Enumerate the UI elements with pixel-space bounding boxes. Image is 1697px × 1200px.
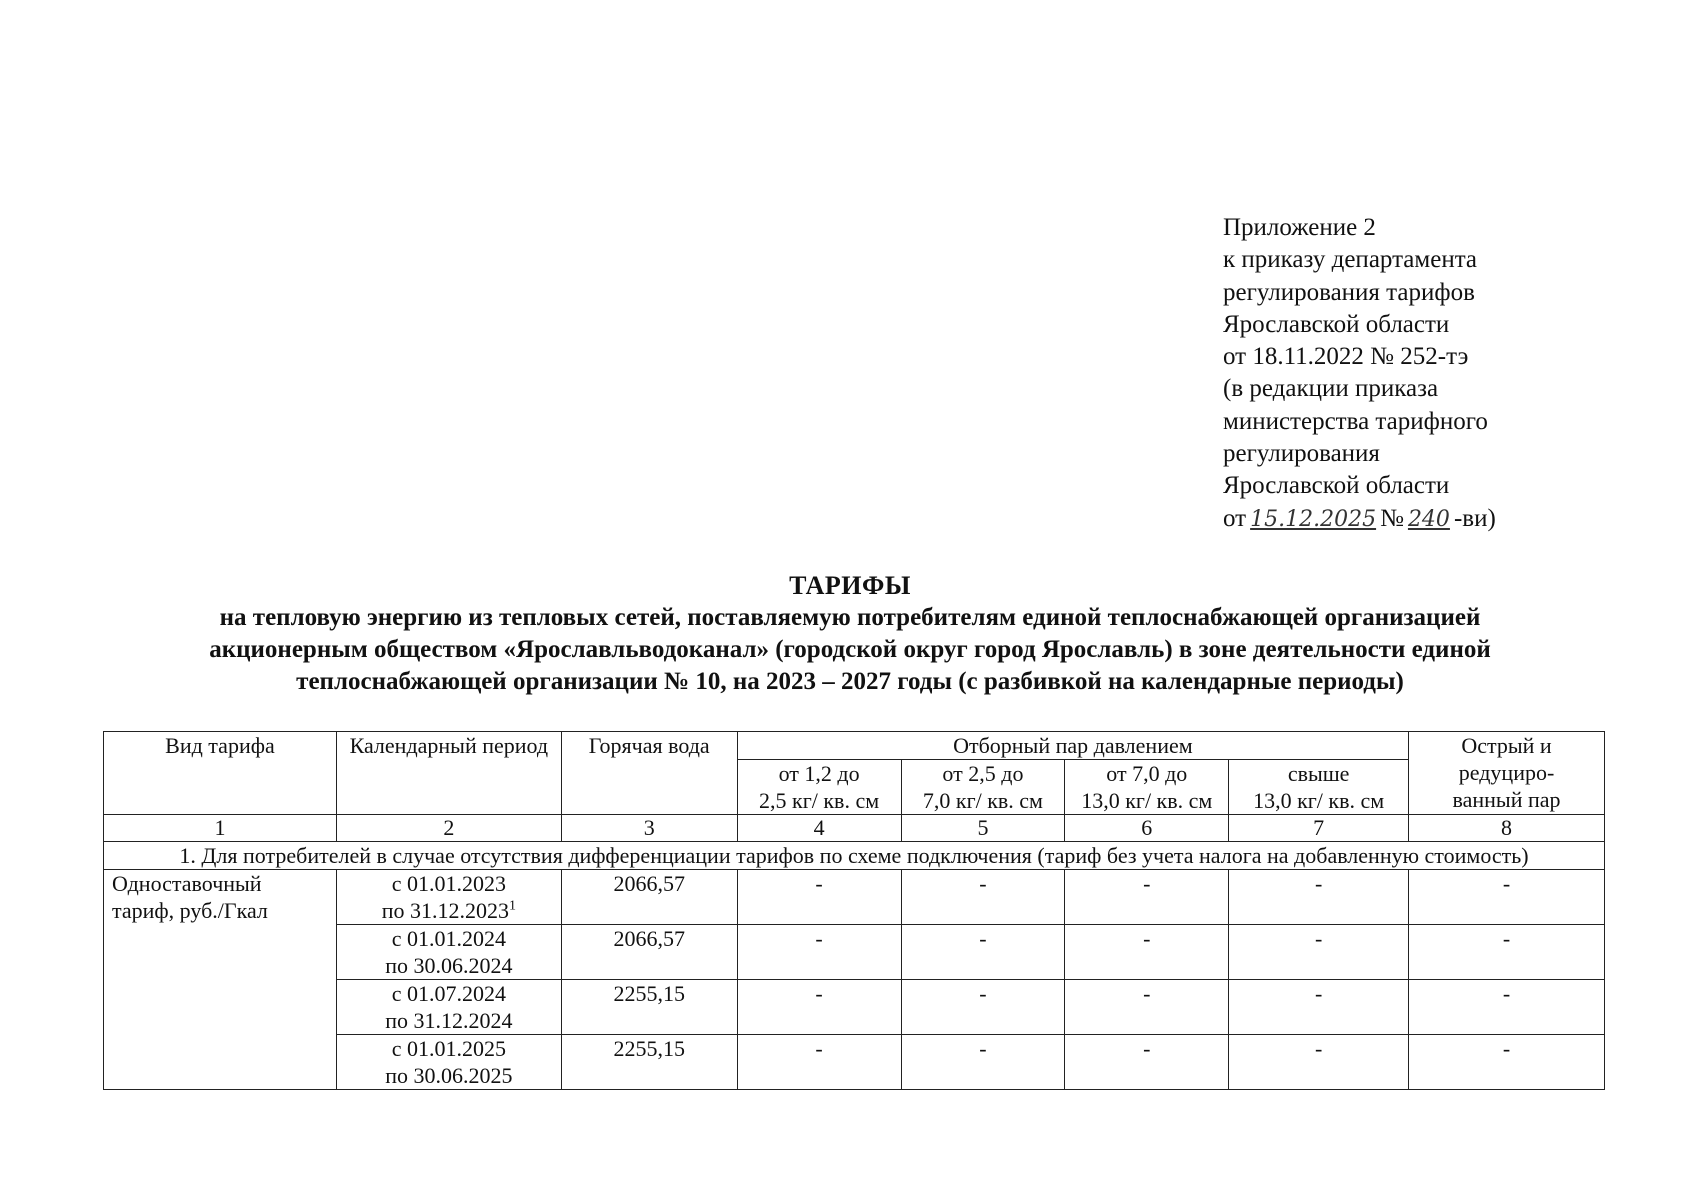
header-sharp-steam: Острый и редуциро- ванный пар bbox=[1409, 732, 1605, 815]
value-cell: - bbox=[1065, 870, 1229, 925]
appendix-amendment-line bbox=[1223, 503, 1496, 536]
header-pressure-1: от 1,2 до 2,5 кг/ кв. см bbox=[737, 760, 901, 815]
period-cell: с 01.01.2024 по 30.06.2024 bbox=[336, 925, 561, 980]
header-row bbox=[104, 732, 1605, 760]
period-cell: с 01.01.2025 по 30.06.2025 bbox=[336, 1035, 561, 1090]
value-cell: - bbox=[1409, 925, 1605, 980]
value-cell: - bbox=[1409, 1035, 1605, 1090]
col-number: 3 bbox=[561, 815, 737, 842]
value-cell: - bbox=[1229, 1035, 1409, 1090]
value-cell: - bbox=[901, 980, 1065, 1035]
col-number: 6 bbox=[1065, 815, 1229, 842]
header-pressure-4: свыше 13,0 кг/ кв. см bbox=[1229, 760, 1409, 815]
value-cell: - bbox=[1409, 980, 1605, 1035]
header-selected-steam: Отборный пар давлением bbox=[737, 732, 1408, 760]
value-cell: - bbox=[1229, 980, 1409, 1035]
value-cell: - bbox=[1229, 925, 1409, 980]
title-line: акционерным обществом «Ярославльводоканал» (городской округ город Ярославль) в зоне деятельности единой bbox=[209, 636, 1491, 663]
col-number: 4 bbox=[737, 815, 901, 842]
value-cell: - bbox=[901, 1035, 1065, 1090]
handwritten-date: 15.12.2025 bbox=[1250, 506, 1377, 532]
value-cell: - bbox=[1229, 870, 1409, 925]
col-number: 8 bbox=[1409, 815, 1605, 842]
column-number-row bbox=[104, 815, 1605, 842]
value-cell: - bbox=[737, 925, 901, 980]
header-pressure-3: от 7,0 до 13,0 кг/ кв. см bbox=[1065, 760, 1229, 815]
section-row bbox=[104, 842, 1605, 870]
hot-water-cell: 2066,57 bbox=[561, 870, 737, 925]
col-number: 2 bbox=[336, 815, 561, 842]
amendment-suffix: -ви) bbox=[1453, 504, 1496, 532]
appendix-line: (в редакции приказа bbox=[1223, 375, 1439, 403]
tariff-name-cell: Одноставочный тариф, руб./Гкал bbox=[104, 870, 337, 1090]
value-cell: - bbox=[737, 980, 901, 1035]
appendix-line: от 18.11.2022 № 252-тэ bbox=[1223, 343, 1469, 371]
footnote-marker: 1 bbox=[508, 898, 516, 914]
section-title: 1. Для потребителей в случае отсутствия дифференциации тарифов по схеме подключения (тариф без учета налога на добавленную стоимость) bbox=[104, 842, 1605, 870]
col-number: 7 bbox=[1229, 815, 1409, 842]
period-cell: с 01.01.2023 по 31.12.2023$^1$ bbox=[336, 870, 561, 925]
appendix-line: Ярославской области bbox=[1223, 310, 1450, 338]
col-number: 1 bbox=[104, 815, 337, 842]
tariff-table bbox=[103, 731, 1605, 1090]
title-line: на тепловую энергию из тепловых сетей, поставляемую потребителям единой теплоснабжающей организацией bbox=[219, 604, 1481, 631]
title-heading: ТАРИФЫ bbox=[789, 571, 911, 600]
table-row bbox=[104, 870, 1605, 925]
header-period: Календарный период bbox=[336, 732, 561, 815]
value-cell: - bbox=[1065, 980, 1229, 1035]
value-cell: - bbox=[737, 1035, 901, 1090]
value-cell: - bbox=[1409, 870, 1605, 925]
appendix-line: министерства тарифного bbox=[1223, 407, 1488, 435]
hot-water-cell: 2066,57 bbox=[561, 925, 737, 980]
appendix-line: Приложение 2 bbox=[1223, 214, 1376, 241]
handwritten-number: 240 bbox=[1407, 506, 1450, 532]
hot-water-cell: 2255,15 bbox=[561, 1035, 737, 1090]
amendment-prefix: от bbox=[1223, 504, 1247, 532]
appendix-line: к приказу департамента bbox=[1223, 246, 1478, 274]
hot-water-cell: 2255,15 bbox=[561, 980, 737, 1035]
period-cell: с 01.07.2024 по 31.12.2024 bbox=[336, 980, 561, 1035]
value-cell: - bbox=[901, 870, 1065, 925]
appendix-block bbox=[1223, 212, 1496, 536]
header-pressure-2: от 2,5 до 7,0 кг/ кв. см bbox=[901, 760, 1065, 815]
col-number: 5 bbox=[901, 815, 1065, 842]
appendix-line: регулирования тарифов bbox=[1223, 278, 1475, 306]
appendix-line: регулирования bbox=[1223, 440, 1380, 468]
header-tariff-type: Вид тарифа bbox=[104, 732, 337, 815]
value-cell: - bbox=[1065, 925, 1229, 980]
number-sign: № bbox=[1380, 504, 1404, 532]
document-title bbox=[100, 570, 1600, 698]
value-cell: - bbox=[901, 925, 1065, 980]
value-cell: - bbox=[1065, 1035, 1229, 1090]
value-cell: - bbox=[737, 870, 901, 925]
title-line: теплоснабжающей организации № 10, на 2023 – 2027 годы (с разбивкой на календарные периоды) bbox=[296, 668, 1404, 695]
header-hot-water: Горячая вода bbox=[561, 732, 737, 815]
appendix-line: Ярославской области bbox=[1223, 472, 1450, 500]
